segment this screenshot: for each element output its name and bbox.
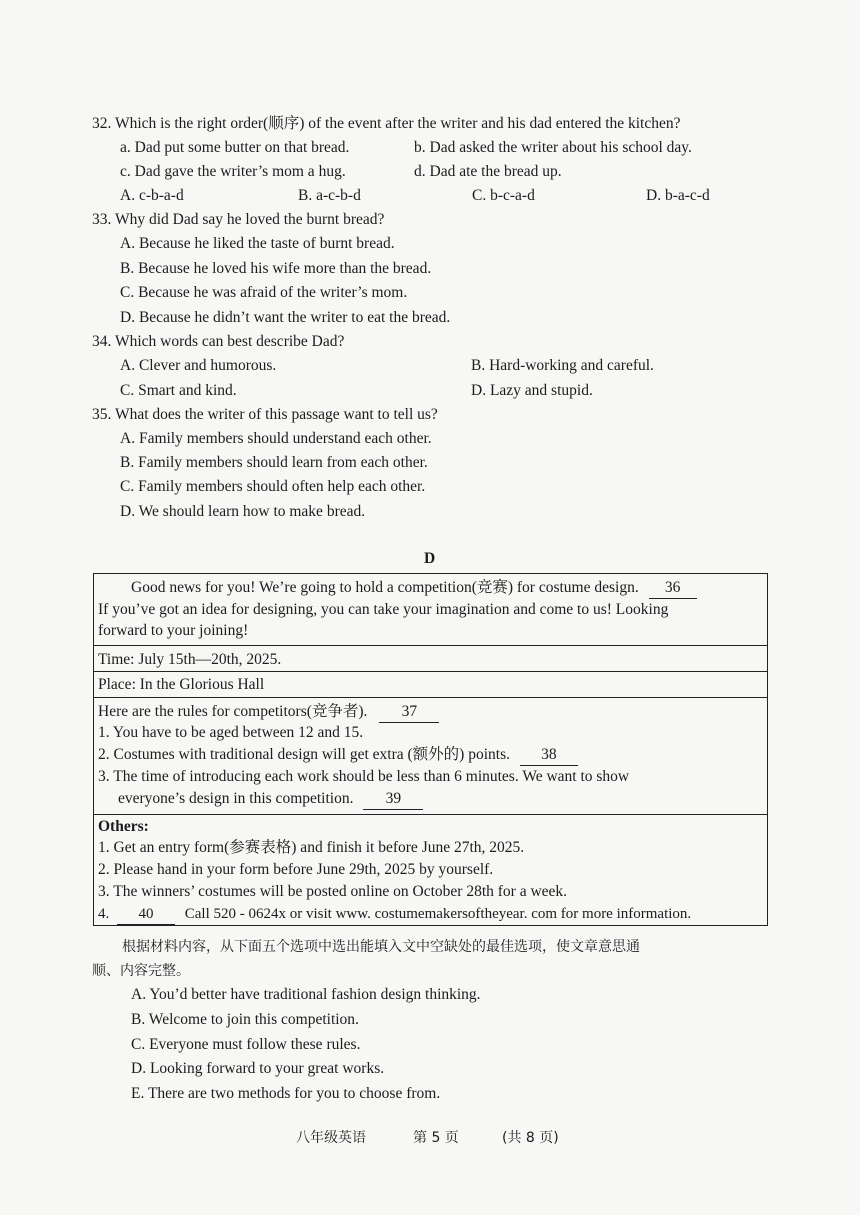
q34-option-c: C. Smart and kind. xyxy=(120,382,237,399)
divider xyxy=(93,671,768,672)
q35-stem: 35. What does the writer of this passage want to tell us? xyxy=(92,406,438,423)
instructions-line-2: 顺、内容完整。 xyxy=(92,963,190,979)
q33-option-a: A. Because he liked the taste of burnt bread. xyxy=(120,235,395,252)
rule-1: 1. You have to be aged between 12 and 15. xyxy=(98,724,364,741)
event-time: Time: July 15th—20th, 2025. xyxy=(98,651,282,668)
footer-subject: 八年级英语 xyxy=(296,1130,366,1146)
rule-3: 3. The time of introducing each work should be less than 6 minutes. We want to show xyxy=(98,768,630,785)
q35-option-b: B. Family members should learn from each other. xyxy=(120,454,428,471)
others-heading: Others: xyxy=(98,818,149,835)
q33-option-c: C. Because he was afraid of the writer’s mom. xyxy=(120,284,408,301)
section-title: D xyxy=(424,550,436,567)
intro-line-3: forward to your joining! xyxy=(98,622,249,639)
blank-39[interactable]: 39 xyxy=(363,789,423,810)
q32-event-a: a. Dad put some butter on that bread. xyxy=(120,139,350,156)
choice-d: D. Looking forward to your great works. xyxy=(131,1060,385,1077)
blank-37[interactable]: 37 xyxy=(379,702,439,723)
q35-option-d: D. We should learn how to make bread. xyxy=(120,503,366,520)
q33-option-b: B. Because he loved his wife more than the bread. xyxy=(120,260,432,277)
other-1: 1. Get an entry form(参赛表格) and finish it before June 27th, 2025. xyxy=(98,839,525,856)
other-3: 3. The winners’ costumes will be posted online on October 28th for a week. xyxy=(98,883,568,900)
rule-2: 2. Costumes with traditional design will get extra (额外的) points. 38 xyxy=(98,745,578,766)
divider xyxy=(93,697,768,698)
choice-e: E. There are two methods for you to choose from. xyxy=(131,1085,441,1102)
q34-option-a: A. Clever and humorous. xyxy=(120,357,277,374)
q32-stem: 32. Which is the right order(顺序) of the event after the writer and his dad entered the kitchen? xyxy=(92,115,681,132)
q33-stem: 33. Why did Dad say he loved the burnt bread? xyxy=(92,211,385,228)
footer-page: 第 5 页 xyxy=(413,1130,459,1146)
choice-c: C. Everyone must follow these rules. xyxy=(131,1036,361,1053)
rules-heading: Here are the rules for competitors(竞争者). 37 xyxy=(98,702,439,723)
q35-option-a: A. Family members should understand each other. xyxy=(120,430,432,447)
other-2: 2. Please hand in your form before June 29th, 2025 by yourself. xyxy=(98,861,494,878)
q32-event-d: d. Dad ate the bread up. xyxy=(414,163,562,180)
q34-option-d: D. Lazy and stupid. xyxy=(471,382,593,399)
event-place: Place: In the Glorious Hall xyxy=(98,676,265,693)
q35-option-c: C. Family members should often help each other. xyxy=(120,478,426,495)
other-4: 4. 40 Call 520 - 0624x or visit www. costumemakersoftheyear. com for more information. xyxy=(98,904,691,925)
blank-38[interactable]: 38 xyxy=(520,745,578,766)
instructions-line-1: 根据材料内容，从下面五个选项中选出能填入文中空缺处的最佳选项，使文章意思通 xyxy=(122,939,640,955)
footer-total: (共 8 页) xyxy=(502,1130,559,1146)
q34-option-b: B. Hard-working and careful. xyxy=(471,357,654,374)
q34-stem: 34. Which words can best describe Dad? xyxy=(92,333,345,350)
blank-40[interactable]: 40 xyxy=(117,904,175,925)
q33-option-d: D. Because he didn’t want the writer to eat the bread. xyxy=(120,309,451,326)
divider xyxy=(93,814,768,815)
rule-3-continued: everyone’s design in this competition. 39 xyxy=(118,789,423,810)
q32-option-c: C. b-c-a-d xyxy=(472,187,535,204)
q32-option-a: A. c-b-a-d xyxy=(120,187,184,204)
choice-b: B. Welcome to join this competition. xyxy=(131,1011,359,1028)
blank-36[interactable]: 36 xyxy=(649,578,697,599)
intro-line-2: If you’ve got an idea for designing, you can take your imagination and come to us! Looking xyxy=(98,601,669,618)
intro-line-1: Good news for you! We’re going to hold a competition(竞赛) for costume design. 36 xyxy=(131,578,697,599)
q32-event-b: b. Dad asked the writer about his school day. xyxy=(414,139,692,156)
divider xyxy=(93,645,768,646)
choice-a: A. You’d better have traditional fashion design thinking. xyxy=(131,986,481,1003)
q32-event-c: c. Dad gave the writer’s mom a hug. xyxy=(120,163,346,180)
q32-option-b: B. a-c-b-d xyxy=(298,187,361,204)
q32-option-d: D. b-a-c-d xyxy=(646,187,710,204)
